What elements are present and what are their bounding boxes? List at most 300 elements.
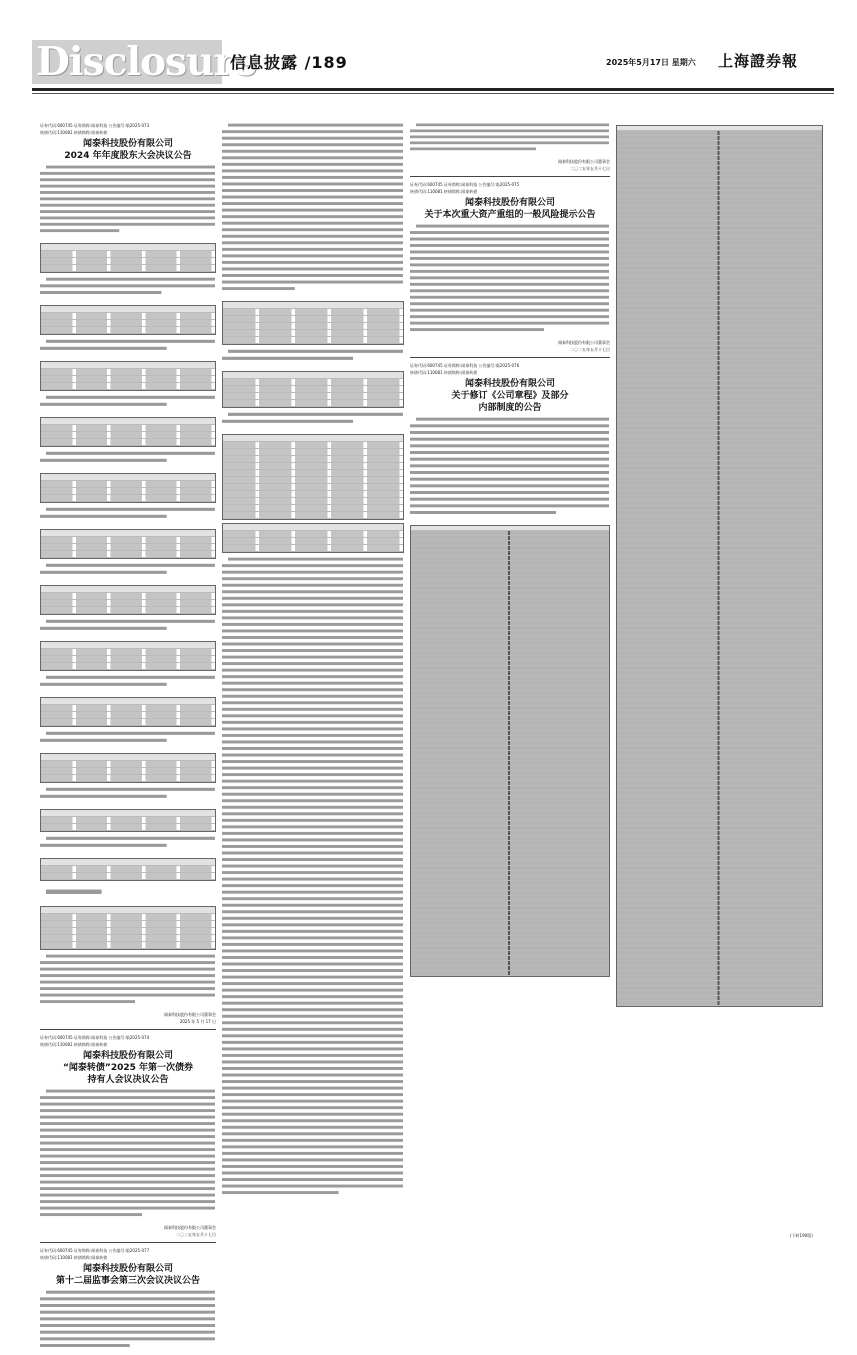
text-line — [222, 852, 403, 855]
text-line — [40, 974, 215, 977]
body-text — [40, 730, 216, 744]
text-line — [222, 564, 403, 567]
vote-table — [40, 809, 216, 832]
text-line — [222, 287, 295, 290]
text-line — [40, 683, 167, 686]
notice-title-subject-2: 持有人会议决议公告 — [87, 1075, 169, 1085]
text-line — [40, 185, 215, 188]
table-row — [41, 712, 215, 719]
text-line — [222, 1002, 403, 1005]
text-line — [410, 444, 609, 447]
notice-code: 证券代码:600745 证券简称:闻泰科技 公告编号:临2025-076 — [410, 363, 520, 368]
text-line — [222, 1172, 403, 1175]
amendment-table — [410, 525, 610, 977]
text-line — [222, 1185, 403, 1188]
text-line — [222, 1145, 403, 1148]
notice-bond-code: 转债代码:110081 转债简称:闻泰转债 — [40, 1255, 108, 1260]
text-line — [222, 714, 403, 717]
text-line — [222, 793, 403, 796]
text-line — [410, 270, 609, 273]
table-row — [41, 866, 215, 873]
text-line — [40, 1000, 135, 1003]
text-line — [40, 1109, 215, 1112]
text-line — [222, 1060, 403, 1063]
text-line — [410, 328, 544, 331]
vote-table — [40, 361, 216, 391]
text-line — [40, 1324, 215, 1327]
text-line — [410, 424, 609, 427]
text-line — [222, 721, 403, 724]
text-line — [222, 989, 403, 992]
vote-table — [40, 697, 216, 727]
text-line — [40, 1129, 215, 1132]
text-line — [222, 963, 403, 966]
text-line — [228, 124, 403, 127]
text-line — [222, 1178, 403, 1181]
text-line — [222, 584, 403, 587]
text-line — [222, 1067, 403, 1070]
text-line — [46, 620, 215, 623]
body-text — [222, 556, 404, 1196]
text-line — [40, 1311, 215, 1314]
text-line — [410, 458, 609, 461]
table-row — [41, 817, 215, 824]
signature-date: 二〇二五年五月十七日 — [570, 347, 610, 352]
text-line — [222, 261, 403, 264]
text-line — [222, 1028, 403, 1031]
vote-table — [40, 585, 216, 615]
notice-bond-code: 转债代码:110081 转债简称:闻泰转债 — [40, 1042, 108, 1047]
text-line — [222, 695, 403, 698]
financial-table — [222, 434, 404, 520]
table-row — [41, 369, 215, 376]
text-line — [222, 832, 403, 835]
text-line — [222, 1139, 403, 1142]
table-row — [41, 600, 215, 607]
table-row — [41, 907, 215, 914]
body-text — [40, 164, 216, 234]
text-line — [222, 812, 403, 815]
masthead-rule — [32, 88, 834, 91]
table-row — [41, 810, 215, 817]
text-line — [222, 241, 403, 244]
text-line — [228, 350, 403, 353]
text-line — [46, 166, 215, 169]
text-line — [410, 471, 609, 474]
text-line — [410, 302, 609, 305]
notice-title-company: 闻泰科技股份有限公司 — [464, 379, 555, 389]
text-line — [410, 148, 536, 151]
text-line — [222, 806, 403, 809]
notice-title — [410, 378, 610, 414]
text-line — [40, 994, 215, 997]
table-row — [41, 642, 215, 649]
text-line — [410, 283, 609, 286]
financial-table — [222, 371, 404, 408]
table-row — [41, 705, 215, 712]
table-row — [41, 754, 215, 761]
text-line — [40, 1096, 215, 1099]
table-row — [41, 362, 215, 369]
table-row — [223, 330, 403, 337]
table-row — [223, 442, 403, 449]
text-line — [222, 209, 403, 212]
text-line — [222, 910, 403, 913]
text-line — [410, 251, 609, 254]
text-line — [46, 837, 215, 840]
table-row — [41, 649, 215, 656]
text-line — [222, 137, 403, 140]
table-row — [223, 531, 403, 538]
text-line — [40, 1155, 215, 1158]
text-line — [40, 223, 215, 226]
text-line — [410, 498, 609, 501]
notice-title-subject: 关于本次重大资产重组的一般风险提示公告 — [424, 210, 596, 220]
text-line — [222, 182, 403, 185]
notice-code: 证券代码:600745 证券简称:闻泰科技 公告编号:临2025-074 — [40, 1035, 150, 1040]
text-line — [222, 1093, 403, 1096]
table-row — [223, 393, 403, 400]
text-line — [222, 254, 403, 257]
column-4 — [616, 122, 823, 1010]
table-row — [223, 456, 403, 463]
text-line — [222, 773, 403, 776]
signature-date: 二〇二五年五月十七日 — [176, 1232, 216, 1237]
notice-divider — [40, 1029, 216, 1030]
text-line — [40, 284, 215, 287]
text-line — [222, 1119, 403, 1122]
text-line — [40, 347, 167, 350]
table-row — [41, 698, 215, 705]
notice-divider — [410, 176, 610, 177]
brand-logo: Disclosure — [32, 40, 222, 84]
text-line — [40, 1304, 215, 1307]
text-line — [222, 669, 403, 672]
text-line — [40, 1200, 215, 1203]
column-2 — [222, 122, 404, 1202]
text-line — [222, 169, 403, 172]
signature: 闻泰科技股份有限公司董事会 — [164, 1225, 216, 1230]
text-line — [410, 238, 609, 241]
text-line — [46, 278, 215, 281]
table-row — [41, 859, 215, 866]
body-text — [410, 416, 610, 516]
text-line — [410, 263, 609, 266]
text-line — [222, 150, 403, 153]
body-text — [40, 394, 216, 408]
text-line — [222, 189, 403, 192]
text-line — [416, 124, 609, 127]
table-row — [41, 656, 215, 663]
notice-code: 证券代码:600745 证券简称:闻泰科技 公告编号:临2025-075 — [410, 182, 520, 187]
table-row — [41, 265, 215, 272]
table-row — [41, 488, 215, 495]
table-row — [41, 761, 215, 768]
text-line — [222, 682, 403, 685]
notice-bond-code: 转债代码:110081 转债简称:闻泰转债 — [40, 130, 108, 135]
text-line — [222, 708, 403, 711]
text-line — [222, 858, 403, 861]
table-row — [41, 551, 215, 558]
notice-title — [40, 1263, 216, 1287]
text-line — [40, 844, 167, 847]
masthead — [32, 40, 834, 86]
text-line — [40, 1161, 215, 1164]
text-line — [222, 754, 403, 757]
table-row — [41, 418, 215, 425]
text-line — [222, 643, 403, 646]
text-line — [222, 662, 403, 665]
signature: 闻泰科技股份有限公司董事会 — [558, 159, 610, 164]
text-line — [222, 897, 403, 900]
table-row — [223, 323, 403, 330]
text-line — [410, 464, 609, 467]
newspaper-name: 上海證券報 — [718, 52, 799, 70]
table-row — [41, 313, 215, 320]
table-row — [223, 435, 403, 442]
text-line — [222, 143, 403, 146]
notice-title-company: 闻泰科技股份有限公司 — [82, 139, 173, 149]
vote-table — [40, 529, 216, 559]
text-line — [46, 676, 215, 679]
table-row — [223, 302, 403, 309]
table-row — [41, 719, 215, 726]
text-line — [46, 732, 215, 735]
body-text — [222, 122, 404, 292]
table-row — [41, 593, 215, 600]
body-text — [40, 562, 216, 576]
text-line — [222, 603, 403, 606]
text-line — [40, 1135, 215, 1138]
column-1 — [40, 122, 216, 1355]
text-line — [222, 904, 403, 907]
text-line — [410, 257, 609, 260]
table-row — [223, 337, 403, 344]
text-line — [410, 231, 609, 234]
text-line — [222, 976, 403, 979]
text-line — [222, 1080, 403, 1083]
text-line — [222, 1106, 403, 1109]
text-line — [222, 838, 403, 841]
text-line — [222, 688, 403, 691]
text-line — [222, 202, 403, 205]
text-line — [222, 636, 403, 639]
notice-code: 证券代码:600745 证券简称:闻泰科技 公告编号:临2025-073 — [40, 123, 150, 128]
text-line — [410, 322, 609, 325]
body-text — [222, 348, 404, 362]
amendment-table — [616, 125, 823, 1007]
text-line — [222, 891, 403, 894]
text-line — [46, 1291, 215, 1294]
text-line — [410, 451, 609, 454]
text-line — [46, 890, 102, 895]
table-row — [41, 914, 215, 921]
notice-bond-code: 转债代码:110081 转债简称:闻泰转债 — [410, 189, 478, 194]
text-line — [410, 142, 609, 145]
text-line — [222, 1041, 403, 1044]
text-line — [40, 981, 215, 984]
notice-divider — [40, 1242, 216, 1243]
text-line — [222, 936, 403, 939]
body-text — [40, 618, 216, 632]
table-row — [223, 538, 403, 545]
table-row — [41, 935, 215, 942]
text-line — [410, 309, 609, 312]
text-line — [222, 923, 403, 926]
table-row — [41, 495, 215, 502]
text-line — [222, 176, 403, 179]
issue-date: 2025年5月17日 星期六 — [606, 58, 696, 67]
text-line — [40, 1213, 142, 1216]
notice-title-subject-2: 内部制度的公告 — [478, 403, 542, 413]
text-line — [222, 420, 353, 423]
text-line — [40, 795, 167, 798]
section-title: 信息披露 /189 — [230, 53, 348, 72]
notice-title-subject: 关于修订《公司章程》及部分 — [451, 391, 569, 401]
text-line — [222, 1034, 403, 1037]
text-line — [222, 281, 403, 284]
text-line — [222, 1015, 403, 1018]
text-line — [222, 1113, 403, 1116]
body-text — [40, 276, 216, 296]
masthead-rule-thin — [32, 93, 834, 94]
column-3 — [410, 122, 610, 980]
text-line — [410, 491, 609, 494]
text-line — [410, 289, 609, 292]
table-row — [41, 663, 215, 670]
text-line — [222, 196, 403, 199]
text-line — [222, 740, 403, 743]
text-line — [40, 1103, 215, 1106]
text-line — [222, 760, 403, 763]
text-line — [222, 235, 403, 238]
text-line — [222, 577, 403, 580]
table-row — [41, 425, 215, 432]
signature-date: 二〇二五年五月十七日 — [570, 166, 610, 171]
text-line — [40, 191, 215, 194]
body-text — [40, 1289, 216, 1349]
notice-title-subject: 2024 年年度股东大会决议公告 — [64, 151, 192, 161]
text-line — [222, 995, 403, 998]
body-text — [40, 338, 216, 352]
text-line — [222, 878, 403, 881]
table-row — [41, 432, 215, 439]
text-line — [222, 1100, 403, 1103]
signature: 闻泰科技股份有限公司董事会 — [164, 1012, 216, 1017]
text-line — [222, 228, 403, 231]
table-row — [41, 481, 215, 488]
text-line — [222, 1054, 403, 1057]
text-line — [228, 558, 403, 561]
body-text — [410, 122, 610, 152]
text-line — [410, 511, 556, 514]
text-line — [410, 504, 609, 507]
text-line — [222, 949, 403, 952]
table-row — [41, 768, 215, 775]
text-line — [222, 701, 403, 704]
table-row — [41, 383, 215, 390]
notice-title — [410, 197, 610, 221]
text-line — [222, 845, 403, 848]
text-line — [40, 1297, 215, 1300]
text-line — [222, 956, 403, 959]
table-row — [41, 607, 215, 614]
table-row — [41, 873, 215, 880]
text-line — [40, 172, 215, 175]
signature: 闻泰科技股份有限公司董事会 — [558, 340, 610, 345]
text-line — [222, 1087, 403, 1090]
text-line — [410, 276, 609, 279]
text-line — [222, 767, 403, 770]
table-row — [41, 942, 215, 949]
text-line — [222, 1008, 403, 1011]
text-line — [40, 210, 215, 213]
table-row — [41, 586, 215, 593]
vote-table — [40, 417, 216, 447]
notice-title — [40, 1050, 216, 1086]
text-line — [222, 1158, 403, 1161]
table-row — [223, 498, 403, 505]
text-line — [222, 675, 403, 678]
body-text — [40, 835, 216, 849]
text-line — [222, 1047, 403, 1050]
text-line — [46, 340, 215, 343]
table-row — [223, 505, 403, 512]
text-line — [46, 396, 215, 399]
text-line — [222, 649, 403, 652]
text-line — [40, 987, 215, 990]
notice-title-company: 闻泰科技股份有限公司 — [82, 1264, 173, 1274]
text-line — [222, 1074, 403, 1077]
text-line — [416, 225, 609, 228]
notice-code: 证券代码:600745 证券简称:闻泰科技 公告编号:临2025-077 — [40, 1248, 150, 1253]
text-line — [40, 1207, 215, 1210]
text-line — [222, 274, 403, 277]
text-line — [222, 819, 403, 822]
text-line — [222, 248, 403, 251]
text-line — [46, 508, 215, 511]
body-text — [40, 887, 216, 897]
text-line — [40, 403, 167, 406]
table-row — [223, 316, 403, 323]
table-row — [223, 524, 403, 531]
text-line — [40, 1116, 215, 1119]
text-line — [222, 1021, 403, 1024]
text-line — [40, 1181, 215, 1184]
table-row — [223, 545, 403, 552]
text-line — [46, 788, 215, 791]
text-line — [40, 1168, 215, 1171]
text-line — [410, 244, 609, 247]
text-line — [222, 747, 403, 750]
text-line — [46, 564, 215, 567]
table-row — [223, 386, 403, 393]
text-line — [222, 1152, 403, 1155]
text-line — [222, 982, 403, 985]
text-line — [40, 1187, 215, 1190]
body-text — [40, 953, 216, 1005]
table-row — [223, 372, 403, 379]
table-row — [223, 379, 403, 386]
text-line — [40, 1194, 215, 1197]
financial-table — [222, 301, 404, 345]
table-row — [41, 537, 215, 544]
text-line — [222, 623, 403, 626]
text-line — [40, 961, 215, 964]
text-line — [222, 656, 403, 659]
text-line — [410, 130, 609, 133]
text-line — [40, 1317, 215, 1320]
